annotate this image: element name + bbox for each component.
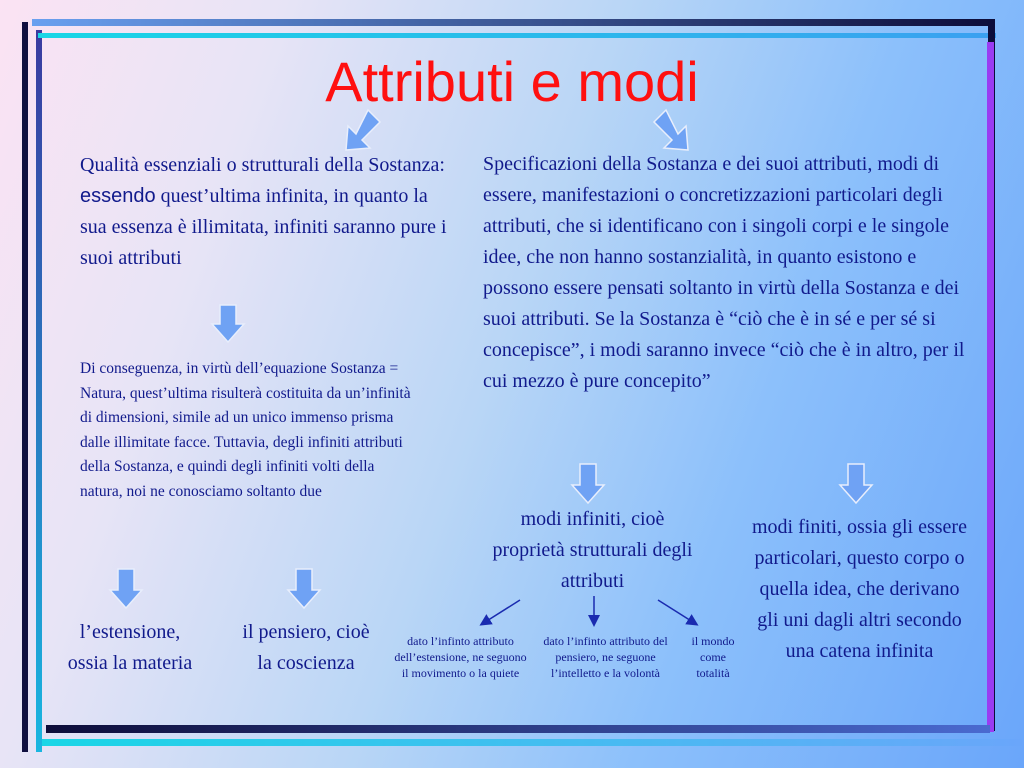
frame-top-cyan — [38, 33, 996, 38]
attribute-extension: l’estensione, ossia la materia — [67, 621, 193, 674]
arrow-down-right-icon — [648, 108, 694, 154]
modes-finite: modi finiti, ossia gli essere particolari, questo corpo o quella idea, che derivano gli uni dagli altri secondo una catena infinita — [752, 516, 967, 662]
modes-sub-extension: dato l’infinto attributo dell’estensione, ne seguono il movimento o la quiete — [394, 634, 527, 680]
arrow-down-icon — [570, 463, 606, 505]
attributes-text-start: Qualità essenziali o strutturali della Sostanza: — [80, 154, 445, 176]
frame-right-purple — [987, 42, 994, 732]
arrow-down-icon — [286, 568, 322, 610]
attributes-consequence: Di conseguenza, in virtù dell’equazione Sostanza = Natura, quest’ultima risulterà costituita da un’infinità di dimensioni, simile ad un unico immenso prisma dalle illimitate facce. Tuttavia, degli infiniti attributi della Sostanza, e quindi degli infiniti volti della natura, noi ne conosciamo soltanto due — [80, 360, 411, 500]
attributes-text-essendo: essendo — [80, 185, 156, 207]
frame-bottom-dark — [46, 725, 990, 733]
modes-sub-world: il mondo come totalità — [691, 634, 735, 680]
arrow-down-left-icon — [482, 600, 520, 624]
attributes-text-end: quest’ultima infinita, in quanto la sua essenza è illimitata, infiniti saranno pure i suoi attributi — [80, 185, 447, 269]
arrow-down-right-icon — [658, 600, 696, 624]
attributes-definition — [80, 150, 450, 274]
modes-sub-thought: dato l’infinto attributo del pensiero, ne seguone l’intelletto e la volontà — [543, 634, 668, 680]
frame-top-dark — [32, 19, 990, 26]
branch-arrows — [470, 594, 710, 634]
arrow-down-left-icon — [340, 108, 386, 154]
frame-left-dark — [22, 22, 28, 752]
arrow-down-icon — [838, 463, 874, 505]
arrow-down-icon — [210, 304, 246, 344]
arrow-down-icon — [108, 568, 144, 610]
modes-infinite: modi infiniti, cioè proprietà strutturali degli attributi — [492, 508, 693, 592]
frame-left-cyan — [36, 30, 42, 752]
page-title: Attributi e modi — [325, 50, 699, 113]
modes-definition: Specificazioni della Sostanza e dei suoi attributi, modi di essere, manifestazioni o concretizzazioni particolari degli attributi, che si identificano con i singoli corpi e le singole idee, che non hanno sostanzialità, in quanto esistono e possono essere pensati soltanto in virtù della Sostanza e dei suoi attributi. Se la Sostanza è “ciò che è in sé e per sé si concepisce”, i modi saranno invece “ciò che è in altro, per il cui mezzo è pure concepito” — [483, 153, 965, 392]
frame-bottom-cyan — [42, 739, 1022, 746]
attribute-thought: il pensiero, cioè la coscienza — [242, 621, 370, 674]
